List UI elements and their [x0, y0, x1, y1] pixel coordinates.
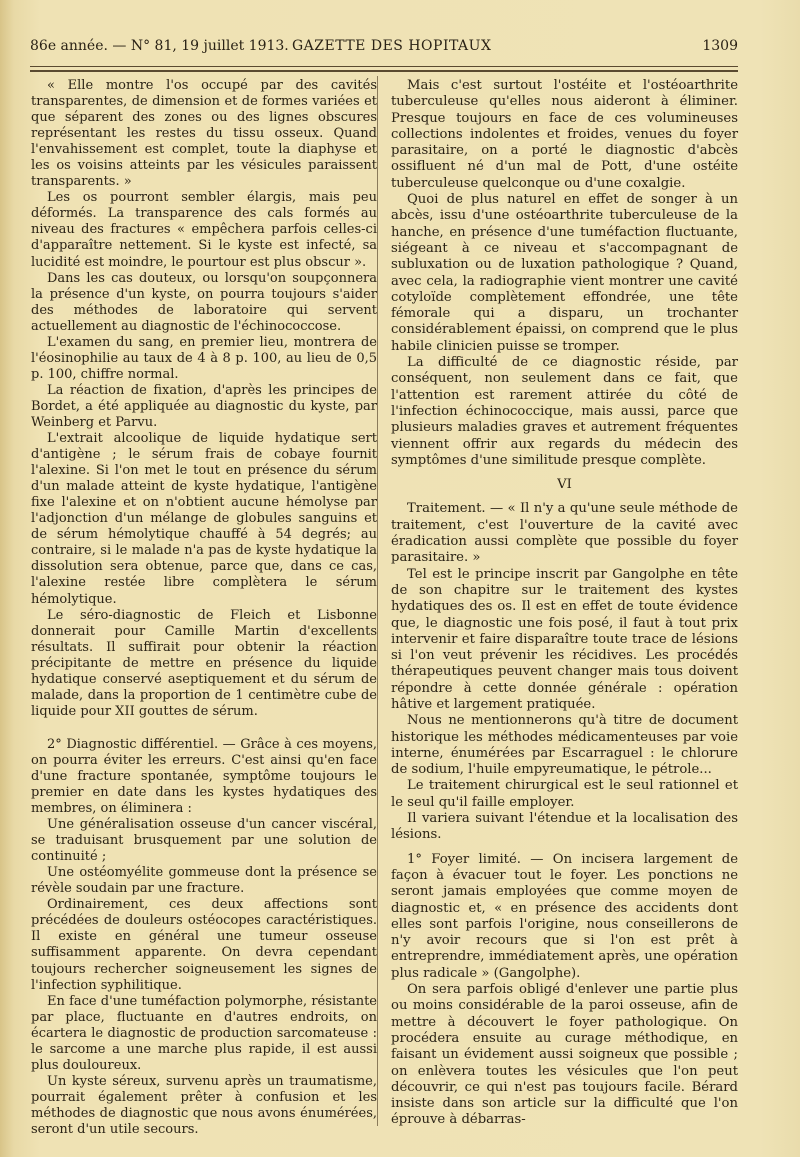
right-column	[391, 78, 738, 1129]
paragraph: Quoi de plus naturel en effet de songer à un abcès, issu d'une ostéoarthrite tuberculeuse de la hanche, en présence d'une tuméfaction fluctuante, siégeant à ce niveau et s'accompagnant de subluxation ou de luxation pathologique ? Quand, avec cela, la radiographie vient montrer une cavité cotyloïde complètement effondrée, une tête fémorale qui a disparu, un trochanter considérablement épaissi, on comprend que le plus habile clinicien puisse se tromper.	[391, 192, 738, 354]
section-number: VI	[557, 477, 572, 493]
paragraph: On sera parfois obligé d'enlever une partie plus ou moins considérable de la paroi osseuse, afin de mettre à découvert le foyer pathologique. On procédera ensuite au curage méthodique, en faisant un évidement aussi soigneux que possible ; on enlèvera toutes les vésicules que l'on peut découvrir, ce qui n'est pas toujours facile. Bérard insiste dans son article sur la difficulté que l'on éprouve à débarras-	[391, 982, 738, 1128]
paragraph: La difficulté de ce diagnostic réside, par conséquent, non seulement dans ce fait, que l'attention est rarement attirée du côté de l'infection échinococcique, mais aussi, parce que plusieurs maladies graves et autrement fréquentes viennent offrir aux regards du médecin des symptômes d'une similitude presque complète.	[391, 355, 738, 468]
spacer	[391, 469, 738, 477]
paragraph: Le séro-diagnostic de Fleich et Lisbonne donnerait pour Camille Martin d'excellents résultats. Il suffirait pour obtenir la réaction précipitante de mettre en présence du liquide hydatique conservé aseptiquement et du sérum de malade, dans la proportion de 1 centimètre cube de liquide pour XII gouttes de sérum.	[31, 607, 377, 719]
section-heading-paragraph: 1° Foyer limité. — On incisera largement de façon à évacuer tout le foyer. Les ponctions ne seront jamais employées que comme moyen de diagnostic et, « en présence des accidents dont elles sont parfois l'origine, nous conseillerons de n'y avoir recours que si l'on est prêt à entreprendre, immédiatement après, une opération plus radicale » (Gangolphe).	[391, 851, 738, 981]
spacer	[31, 720, 377, 737]
page-header	[30, 38, 738, 58]
paragraph: Le traitement chirurgical est le seul rationnel et le seul qu'il faille employer.	[391, 778, 738, 810]
page-number: 1309	[702, 38, 738, 54]
paragraph: Mais c'est surtout l'ostéite et l'ostéoarthrite tuberculeuse qu'elles nous aideront à éliminer. Presque toujours en face de ces volumineuses collections indolentes et froides, venues du foyer parasitaire, on a porté le diagnostic d'abcès ossifluent né d'un mal de Pott, d'une ostéite tuberculeuse quelconque ou d'une coxalgie.	[391, 78, 738, 191]
treatment-paragraph: Traitement. — « Il n'y a qu'une seule méthode de traitement, c'est l'ouverture de la cavité avec éradication aussi complète que possible du foyer parasitaire. »	[391, 501, 738, 566]
paragraph: Il variera suivant l'étendue et la localisation des lésions.	[391, 811, 738, 843]
paragraph: L'examen du sang, en premier lieu, montrera de l'éosinophilie au taux de 4 à 8 p. 100, au lieu de 0,5 p. 100, chiffre normal.	[31, 334, 377, 382]
paragraph: La réaction de fixation, d'après les principes de Bordet, a été appliquée au diagnostic du kyste, par Weinberg et Parvu.	[31, 382, 377, 430]
paragraph: Nous ne mentionnerons qu'à titre de document historique les méthodes médicamenteuses par voie interne, énumérées par Escarraguel : le chlorure de sodium, l'huile empyreumatique, le pétrole...	[391, 713, 738, 778]
paragraph: Une ostéomyélite gommeuse dont la présence se révèle soudain par une fracture.	[31, 865, 377, 897]
header-rule-double	[30, 70, 738, 72]
left-column	[31, 78, 377, 1138]
paragraph: Ordinairement, ces deux affections sont précédées de douleurs ostéocopes caractéristiques. Il existe en général une tumeur osseuse suffisamment apparente. On devra cependant toujours rechercher soigneusement les signes de l'infection syphilitique.	[31, 897, 377, 993]
journal-title: GAZETTE DES HOPITAUX	[292, 38, 492, 54]
paragraph: Dans les cas douteux, ou lorsqu'on soupçonnera la présence d'un kyste, on pourra toujours s'aider des méthodes de laboratoire qui servent actuellement au diagnostic de l'échinococcose.	[31, 270, 377, 334]
paragraph: L'extrait alcoolique de liquide hydatique sert d'antigène ; le sérum frais de cobaye fournit l'alexine. Si l'on met le tout en présence du sérum d'un malade atteint de kyste hydatique, l'antigène fixe l'alexine et on n'obtient aucune hémolyse par l'adjonction d'un mélange de globules sanguins et de sérum hémolytique chauffé à 54 degrés; au contraire, si le malade n'a pas de kyste hydatique la dissolution sera obtenue, parce que, dans ce cas, l'alexine restée libre complètera le sérum hémolytique.	[31, 431, 377, 607]
issue-info: 86e année. — N° 81, 19 juillet 1913.	[30, 38, 289, 54]
section-heading-paragraph: 2° Diagnostic différentiel. — Grâce à ces moyens, on pourra éviter les erreurs. C'est ainsi qu'en face d'une fracture spontanée, symptôme toujours le premier en date dans les kystes hydatiques des membres, on éliminera :	[31, 736, 377, 817]
spacer	[391, 493, 738, 501]
header-rule	[30, 66, 738, 67]
paragraph: « Elle montre l'os occupé par des cavités transparentes, de dimension et de formes variées et que séparent des zones ou des lignes obscures représentant les restes du tissu osseux. Quand l'envahissement est complet, toute la diaphyse et les os voisins atteints par les vésicules paraissent transparents. »	[31, 78, 377, 190]
paragraph: Une généralisation osseuse d'un cancer viscéral, se traduisant brusquement par une solution de continuité ;	[31, 817, 377, 865]
paragraph: Les os pourront sembler élargis, mais peu déformés. La transparence des cals formés au niveau des fractures « empêchera parfois celles-ci d'apparaître nettement. Si le kyste est infecté, sa lucidité est moindre, le pourtour est plus obscur ».	[31, 190, 377, 270]
spacer	[391, 844, 738, 852]
paragraph: Un kyste séreux, survenu après un traumatisme, pourrait également prêter à confusion et les méthodes de diagnostic que nous avons énumérées, seront d'un utile secours.	[31, 1073, 377, 1137]
paragraph: Tel est le principe inscrit par Gangolphe en tête de son chapitre sur le traitement des kystes hydatiques des os. Il est en effet de toute évidence que, le diagnostic une fois posé, il faut à tout prix intervenir et faire disparaître toute trace de lésions si l'on veut prévenir les récidives. Les procédés thérapeutiques peuvent changer mais tous doivent répondre à cette donnée générale : opération hâtive et largement pratiquée.	[391, 566, 738, 712]
paragraph: En face d'une tuméfaction polymorphe, résistante par place, fluctuante en d'autres endroits, on écartera le diagnostic de production sarcomateuse : le sarcome a une marche plus rapide, il est aussi plus douloureux.	[31, 993, 377, 1073]
column-divider	[377, 76, 378, 1126]
